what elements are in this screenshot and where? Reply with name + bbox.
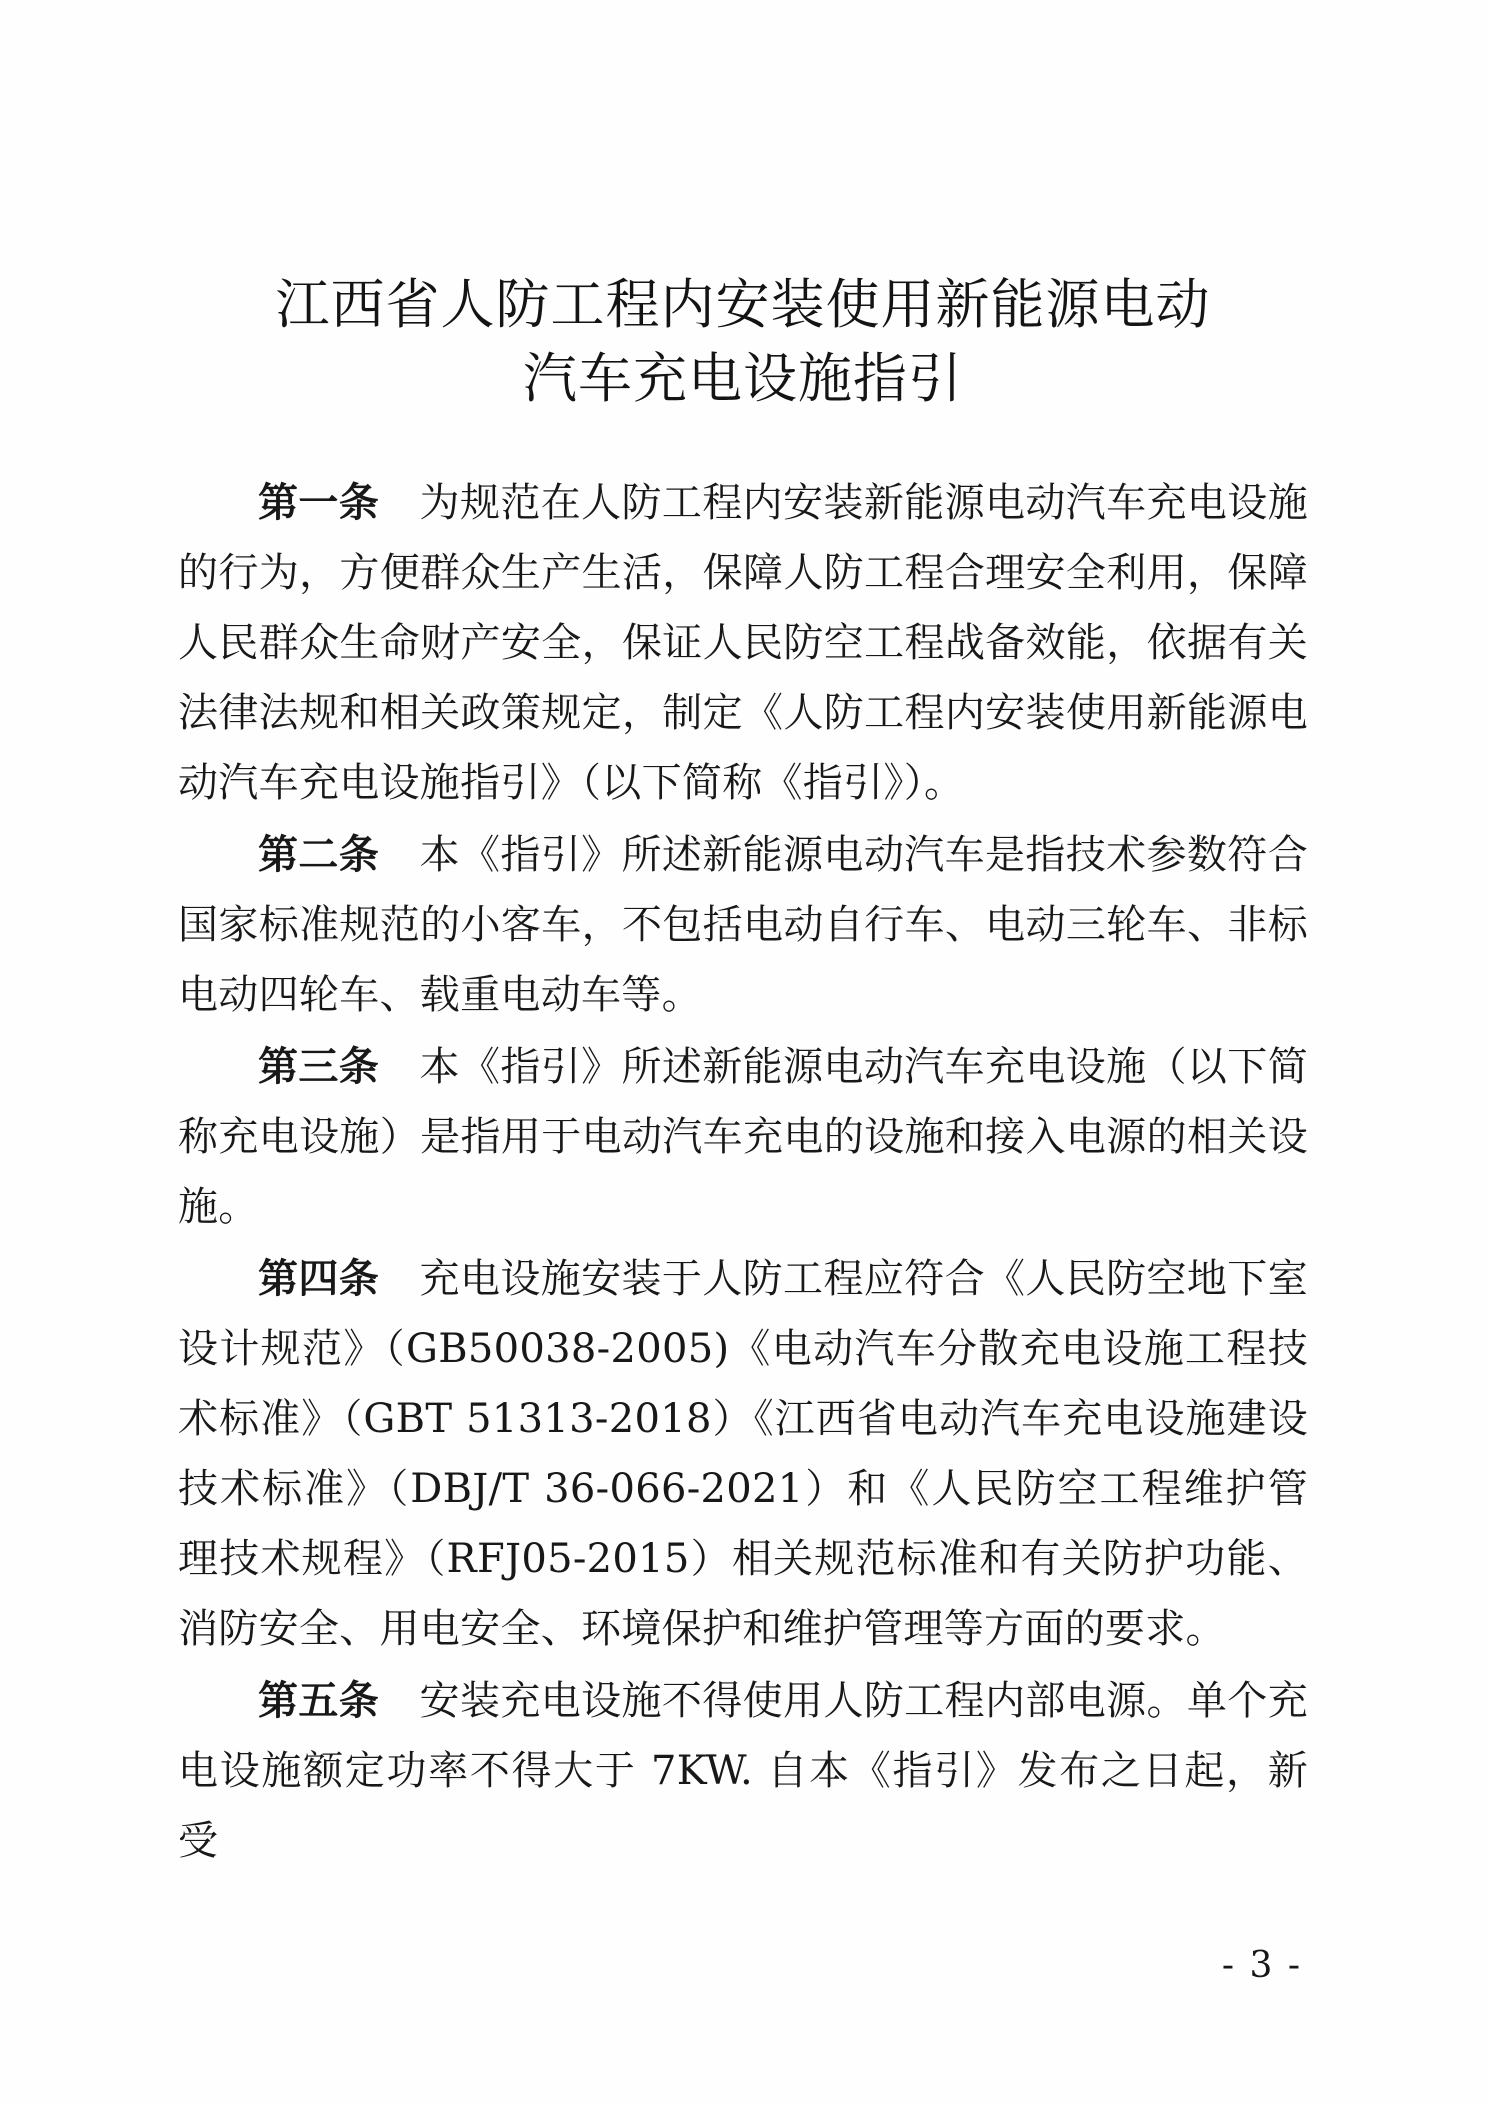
page-title [178, 268, 1308, 416]
page-number: - 3 - [1221, 1945, 1302, 1986]
article-label-1: 第一条 [258, 479, 380, 526]
article-text-3: 本《指引》所述新能源电动汽车充电设施（以下简称充电设施）是指用于电动汽车充电的设施和接入电源的相关设施。 [178, 1044, 1308, 1230]
page-title-line-2: 汽车充电设施指引 [523, 347, 963, 410]
article-label-5: 第五条 [258, 1677, 380, 1724]
article-label-2: 第二条 [258, 831, 380, 878]
article-text-2: 本《指引》所述新能源电动汽车是指技术参数符合国家标准规范的小客车，不包括电动自行车、电动三轮车、非标电动四轮车、载重电动车等。 [178, 832, 1308, 1018]
article-text-5: 安装充电设施不得使用人防工程内部电源。单个充电设施额定功率不得大于 7KW. 自本《指引》发布之日起，新受 [178, 1678, 1308, 1864]
paragraph-article-1 [178, 468, 1308, 818]
paragraph-article-5 [178, 1666, 1308, 1876]
article-label-3: 第三条 [258, 1043, 380, 1090]
document-body [178, 268, 1308, 1878]
paragraph-article-4 [178, 1244, 1308, 1664]
article-label-4: 第四条 [258, 1255, 380, 1302]
paragraph-article-3 [178, 1032, 1308, 1242]
article-text-4: 充电设施安装于人防工程应符合《人民防空地下室设计规范》（GB50038-2005)《电动汽车分散充电设施工程技术标准》（GBT 51313-2018）《江西省电动汽车充电设施建设技术标准》（DBJ/T 36-066-2021）和《人民防空工程维护管理技术规程》（RFJ05-2015）相关规范标准和有关防护功能、消防安全、用电安全、环境保护和维护管理等方面的要求。 [178, 1256, 1308, 1652]
page-title-line-1: 江西省人防工程内安装使用新能源电动 [275, 273, 1211, 336]
article-text-1: 为规范在人防工程内安装新能源电动汽车充电设施的行为，方便群众生产生活，保障人防工程合理安全利用，保障人民群众生命财产安全，保证人民防空工程战备效能，依据有关法律法规和相关政策规定，制定《人防工程内安装使用新能源电动汽车充电设施指引》（以下简称《指引》）。 [178, 480, 1308, 806]
paragraph-article-2 [178, 820, 1308, 1030]
